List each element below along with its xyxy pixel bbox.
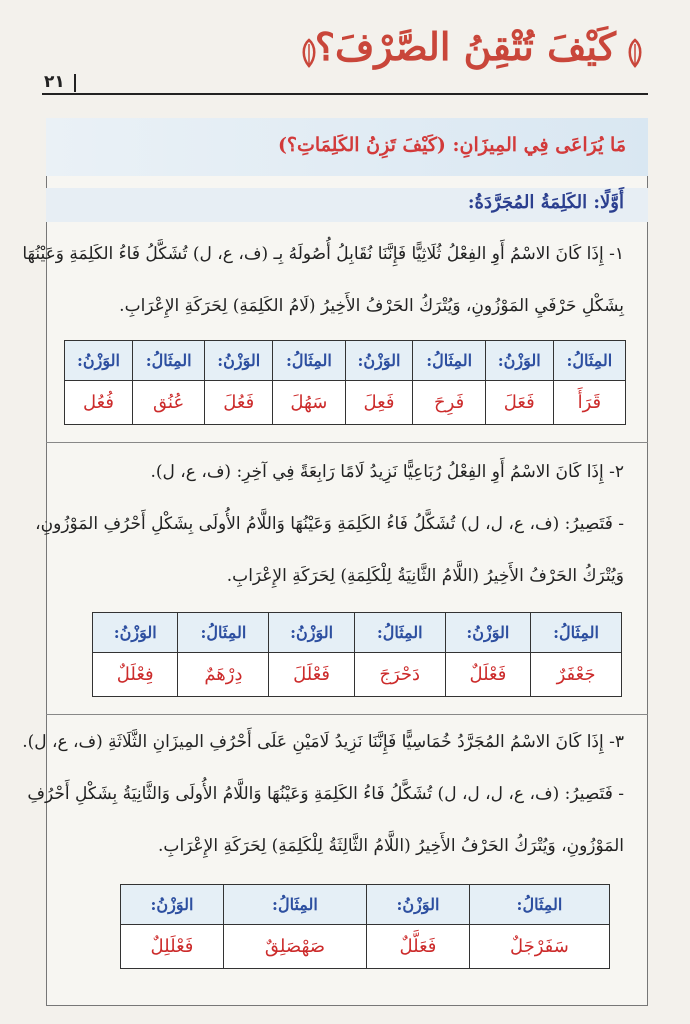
table-header-cell: الوَزْنُ:	[367, 885, 470, 925]
table-header-cell: الوَزْنُ:	[93, 613, 178, 653]
section-divider	[46, 714, 648, 715]
rule1-line2: بِشَكْلِ حَرْفَيِ المَوْزُونِ، وَيُتْرَكُ الحَرْفُ الأَخِيرُ (لَامُ الكَلِمَةِ) لِحَرَكَةِ الإِعْرَابِ.	[119, 296, 624, 316]
rule3-line1: ٣- إِذَا كَانَ الاسْمُ المُجَرَّدُ خُمَاسِيًّا فَإِنَّنَا نَزِيدُ لَامَيْنِ عَلَى أَحْرُفِ المِيزَانِ الثَّلَاثَةِ (ف، ع، ل).	[22, 732, 624, 752]
rule2-line1: ٢- إِذَا كَانَ الاسْمُ أَوِ الفِعْلُ رُبَاعِيًّا نَزِيدُ لَامًا رَابِعَةً فِي آخِرِ: (ف، ع، ل).	[150, 462, 624, 482]
table-cell: سَهُلَ	[273, 381, 345, 425]
table-header-cell: الوَزْنُ:	[445, 613, 530, 653]
section-divider	[46, 442, 648, 443]
rule2-line3: وَيُتْرَكُ الحَرْفُ الأَخِيرُ (اللَّامُ الثَّانِيَةُ لِلْكَلِمَةِ) لِحَرَكَةِ الإِعْرَابِ.	[226, 566, 624, 586]
rule3-table	[120, 884, 610, 969]
rule2-table	[92, 612, 622, 697]
table-cell: فَعُلَ	[205, 381, 273, 425]
table-cell: فَعَلَّلٌ	[367, 925, 470, 969]
table-header-row	[93, 613, 622, 653]
table-cell: دِرْهَمٌ	[178, 653, 269, 697]
table-row	[93, 653, 622, 697]
table-header-cell: الوَزْنُ:	[269, 613, 354, 653]
rule2-line2: - فَتَصِيرُ: (ف، ع، ل، ل) تُشَكَّلُ فَاءُ الكَلِمَةِ وَعَيْنُهَا وَاللَّامُ الأُولَى بِشَكْلِ أَحْرُفِ المَوْزُونِ،	[35, 514, 624, 534]
table-cell: فَعِلَ	[345, 381, 413, 425]
table-header-cell: المِثَالُ:	[223, 885, 366, 925]
table-cell: جَعْفَرٌ	[531, 653, 622, 697]
table-header-cell: المِثَالُ:	[178, 613, 269, 653]
table-header-cell: الوَزْنُ:	[65, 341, 133, 381]
table-cell: فَعْلَلِلٌ	[121, 925, 224, 969]
table-row	[121, 925, 610, 969]
rule1-table	[64, 340, 626, 425]
table-cell: فَرِحَ	[413, 381, 485, 425]
table-cell: فَعْلَلٌ	[445, 653, 530, 697]
table-header-cell: المِثَالُ:	[531, 613, 622, 653]
table-cell: صَهْصَلِقٌ	[223, 925, 366, 969]
table-header-cell: المِثَالُ:	[354, 613, 445, 653]
leaf-ornament-icon	[624, 38, 646, 68]
table-header-cell: الوَزْنُ:	[485, 341, 553, 381]
rule1-line1: ١- إِذَا كَانَ الاسْمُ أَوِ الفِعْلُ ثُلَاثِيًّا فَإِنَّنَا نُقَابِلُ أُصُولَهُ بِـ (ف، ع، ل) تُشَكَّلُ فَاءُ الكَلِمَةِ وَعَيْنُهَا	[22, 244, 624, 264]
table-cell: دَحْرَجَ	[354, 653, 445, 697]
table-header-row	[121, 885, 610, 925]
table-header-cell: المِثَالُ:	[273, 341, 345, 381]
table-header-cell: المِثَالُ:	[132, 341, 204, 381]
table-cell: عُنُق	[132, 381, 204, 425]
subsection-heading: أَوَّلًا: الكَلِمَةُ المُجَرَّدَةُ:	[467, 192, 624, 213]
header-rule	[42, 93, 648, 95]
table-cell: فُعُل	[65, 381, 133, 425]
table-cell: قَرَأَ	[553, 381, 625, 425]
table-header-cell: الوَزْنُ:	[205, 341, 273, 381]
table-header-cell: المِثَالُ:	[469, 885, 609, 925]
rule3-line3: المَوْزُونِ، وَيُتْرَكُ الحَرْفُ الأَخِيرُ (اللَّامُ الثَّالِثَةُ لِلْكَلِمَةِ) لِحَرَكَةِ الإِعْرَابِ.	[158, 836, 624, 856]
table-header-cell: الوَزْنُ:	[121, 885, 224, 925]
table-row	[65, 381, 626, 425]
table-cell: فِعْلَلٌ	[93, 653, 178, 697]
table-header-cell: المِثَالُ:	[553, 341, 625, 381]
table-cell: سَفَرْجَلٌ	[469, 925, 609, 969]
page-number-divider	[74, 74, 76, 92]
table-header-row	[65, 341, 626, 381]
leaf-ornament-icon	[298, 38, 320, 68]
page-number: ٢١	[44, 72, 65, 92]
rule3-line2: - فَتَصِيرُ: (ف، ع، ل، ل، ل) تُشَكَّلُ فَاءُ الكَلِمَةِ وَعَيْنُهَا وَاللَّامُ الأُولَى وَالثَّانِيَةُ بِشَكْلِ أَحْرُفِ	[27, 784, 624, 804]
table-header-cell: الوَزْنُ:	[345, 341, 413, 381]
table-header-cell: المِثَالُ:	[413, 341, 485, 381]
table-cell: فَعْلَلَ	[269, 653, 354, 697]
section-title: مَا يُرَاعَى فِي المِيزَانِ: (كَيْفَ تَزِنُ الكَلِمَاتِ؟)	[277, 134, 626, 156]
header-title: كَيْفَ تُتْقِنُ الصَّرْفَ؟	[314, 24, 616, 69]
table-cell: فَعَلَ	[485, 381, 553, 425]
